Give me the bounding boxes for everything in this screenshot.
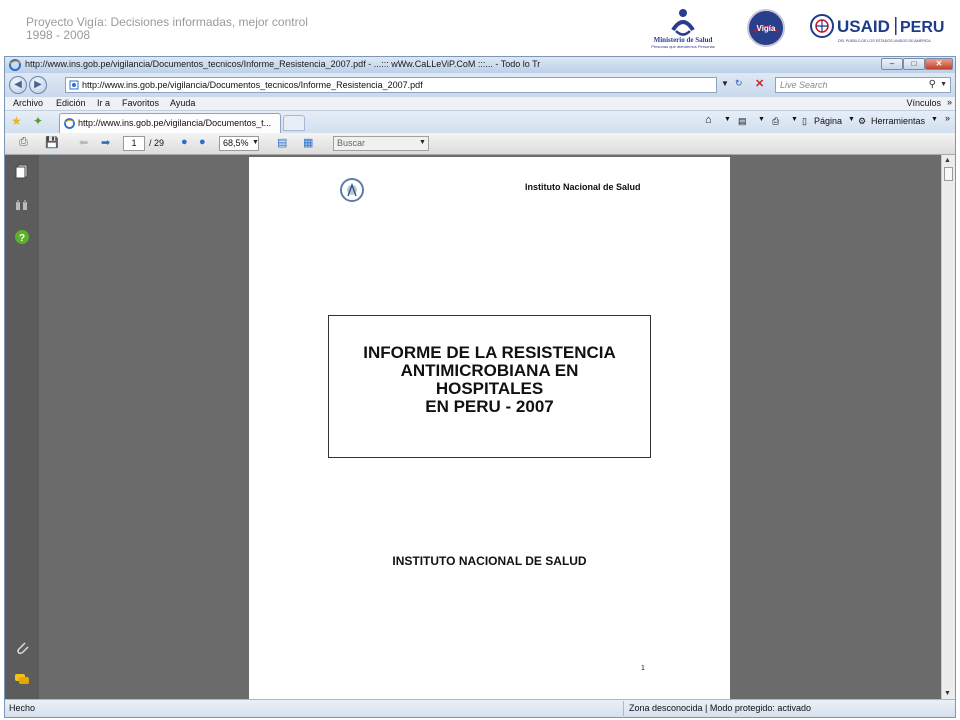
home-dropdown-icon[interactable]: ▼ bbox=[724, 116, 731, 123]
minsa-tagline: Personas que atendemos Personas bbox=[651, 44, 715, 49]
previous-page-icon[interactable]: ⬅ bbox=[79, 137, 89, 149]
minsa-logo bbox=[640, 6, 726, 50]
zoom-in-icon[interactable]: ● bbox=[199, 136, 206, 148]
fit-page-icon[interactable]: ▦ bbox=[303, 137, 314, 149]
search-placeholder: Live Search bbox=[780, 80, 828, 90]
favorites-star-icon[interactable]: ★ bbox=[11, 114, 22, 128]
signatures-icon[interactable] bbox=[14, 197, 30, 213]
scroll-thumb[interactable] bbox=[944, 167, 953, 181]
next-page-icon[interactable]: ➡ bbox=[101, 137, 111, 149]
tools-dropdown-icon[interactable]: ▼ bbox=[931, 116, 938, 123]
title-line-2: ANTIMICROBIANA EN bbox=[400, 361, 579, 380]
save-icon[interactable]: 💾 bbox=[45, 137, 59, 149]
tab-current[interactable] bbox=[59, 113, 281, 133]
menu-ayuda[interactable]: Ayuda bbox=[170, 98, 196, 108]
menu-edicion[interactable]: Edición bbox=[56, 98, 86, 108]
window-titlebar bbox=[5, 57, 955, 73]
status-text: Hecho bbox=[9, 703, 36, 713]
add-favorite-icon[interactable]: ✦ bbox=[33, 114, 44, 128]
menu-bar bbox=[5, 97, 955, 111]
menu-ir-a[interactable]: Ir a bbox=[97, 98, 111, 108]
page-icon bbox=[69, 80, 79, 90]
title-line-4: EN PERU - 2007 bbox=[425, 397, 554, 416]
ins-logo bbox=[339, 177, 365, 203]
maximize-button[interactable]: □ bbox=[903, 58, 925, 70]
print-icon[interactable]: ⎙ bbox=[772, 116, 780, 126]
menu-favoritos[interactable]: Favoritos bbox=[122, 98, 160, 108]
back-button[interactable]: ◀ bbox=[9, 76, 27, 94]
fit-width-icon[interactable]: ▤ bbox=[277, 137, 288, 149]
pdf-search-dropdown-icon[interactable]: ▼ bbox=[419, 139, 426, 146]
chevron-right-icon[interactable]: » bbox=[946, 97, 952, 107]
live-search-input[interactable] bbox=[775, 77, 951, 93]
tools-menu[interactable]: Herramientas bbox=[871, 116, 926, 126]
window-title: http://www.ins.gob.pe/vigilancia/Documentos_tecnicos/Informe_Resistencia_2007.pdf - ...::: wWw.CaLLeViP.CoM :::... - Todo lo Tr bbox=[25, 59, 541, 69]
page-number-input[interactable]: 1 bbox=[123, 136, 145, 151]
document-institution: INSTITUTO NACIONAL DE SALUD bbox=[392, 554, 587, 568]
url-dropdown-icon[interactable]: ▼ bbox=[721, 79, 729, 88]
page-icon: ▯ bbox=[802, 116, 807, 126]
scroll-up-icon[interactable]: ▲ bbox=[944, 157, 951, 164]
vigia-text: Vigía bbox=[756, 24, 776, 33]
pdf-search-input[interactable]: Buscar bbox=[333, 136, 429, 151]
document-title-box bbox=[328, 315, 651, 458]
pdf-viewer bbox=[5, 155, 955, 699]
search-options-icon[interactable]: ▼ bbox=[940, 81, 947, 88]
browser-window bbox=[4, 56, 956, 718]
pages-icon[interactable] bbox=[14, 163, 30, 179]
minimize-button[interactable]: – bbox=[881, 58, 903, 70]
page-total: / 29 bbox=[149, 138, 165, 148]
refresh-button[interactable]: ↻ bbox=[735, 78, 743, 88]
close-button[interactable]: ✕ bbox=[925, 58, 953, 70]
forward-button[interactable]: ▶ bbox=[29, 76, 47, 94]
zoom-out-icon[interactable]: ● bbox=[181, 136, 188, 148]
zoom-dropdown-icon[interactable]: ▼ bbox=[252, 139, 259, 146]
print-icon[interactable]: ⎙ bbox=[19, 136, 28, 148]
svg-text:?: ? bbox=[18, 233, 26, 244]
tab-label: http://www.ins.gob.pe/vigilancia/Documentos_t... bbox=[78, 118, 272, 128]
address-bar bbox=[5, 73, 955, 97]
usaid-logo bbox=[810, 12, 945, 46]
pdf-side-panel bbox=[5, 155, 39, 699]
slide-title: Proyecto Vigía: Decisiones informadas, mejor control bbox=[26, 15, 308, 29]
slide-header bbox=[0, 0, 960, 56]
feeds-icon[interactable]: ▤ bbox=[738, 116, 747, 126]
title-line-1: INFORME DE LA RESISTENCIA bbox=[363, 343, 616, 362]
comments-icon[interactable] bbox=[14, 671, 30, 687]
vigia-logo bbox=[746, 8, 786, 48]
zoom-select[interactable]: 68,5% bbox=[219, 136, 259, 151]
vertical-scrollbar[interactable] bbox=[941, 155, 955, 699]
print-dropdown-icon[interactable]: ▼ bbox=[791, 116, 798, 123]
ie-tab-icon bbox=[64, 118, 75, 129]
status-bar bbox=[5, 699, 955, 717]
stop-button[interactable]: ✕ bbox=[755, 78, 765, 90]
url-text: http://www.ins.gob.pe/vigilancia/Documentos_tecnicos/Informe_Resistencia_2007.pdf bbox=[82, 80, 423, 90]
ie-icon bbox=[9, 59, 21, 71]
gear-icon: ⚙ bbox=[858, 116, 867, 126]
page-dropdown-icon[interactable]: ▼ bbox=[848, 116, 855, 123]
search-icon[interactable]: ⚲ bbox=[928, 79, 936, 90]
chevron-right-icon[interactable]: » bbox=[945, 113, 951, 123]
pdf-page bbox=[249, 157, 730, 699]
minsa-name: Ministerio de Salud bbox=[653, 36, 713, 44]
tab-bar bbox=[5, 111, 955, 133]
peru-text: PERU bbox=[900, 19, 945, 36]
help-icon[interactable] bbox=[14, 229, 30, 245]
pdf-toolbar bbox=[5, 133, 955, 155]
new-tab-button[interactable] bbox=[283, 115, 305, 131]
menu-archivo[interactable]: Archivo bbox=[13, 98, 44, 108]
document-header: Instituto Nacional de Salud bbox=[525, 182, 641, 192]
home-icon[interactable]: ⌂ bbox=[705, 114, 712, 126]
document-page-number: 1 bbox=[641, 665, 645, 672]
title-line-3: HOSPITALES bbox=[435, 379, 544, 398]
page-menu[interactable]: Página bbox=[814, 116, 843, 126]
usaid-tagline: DEL PUEBLO DE LOS ESTADOS UNIDOS DE AMERICA bbox=[838, 39, 931, 43]
attachment-icon[interactable] bbox=[14, 639, 30, 655]
status-divider bbox=[623, 701, 624, 716]
scroll-down-icon[interactable]: ▼ bbox=[944, 690, 951, 697]
slide-years: 1998 - 2008 bbox=[26, 28, 91, 42]
usaid-text: USAID bbox=[837, 17, 890, 36]
url-field[interactable] bbox=[65, 77, 717, 93]
feeds-dropdown-icon[interactable]: ▼ bbox=[758, 116, 765, 123]
links-label[interactable]: Vínculos bbox=[906, 98, 941, 108]
security-zone-text: Zona desconocida | Modo protegido: activado bbox=[629, 703, 811, 713]
